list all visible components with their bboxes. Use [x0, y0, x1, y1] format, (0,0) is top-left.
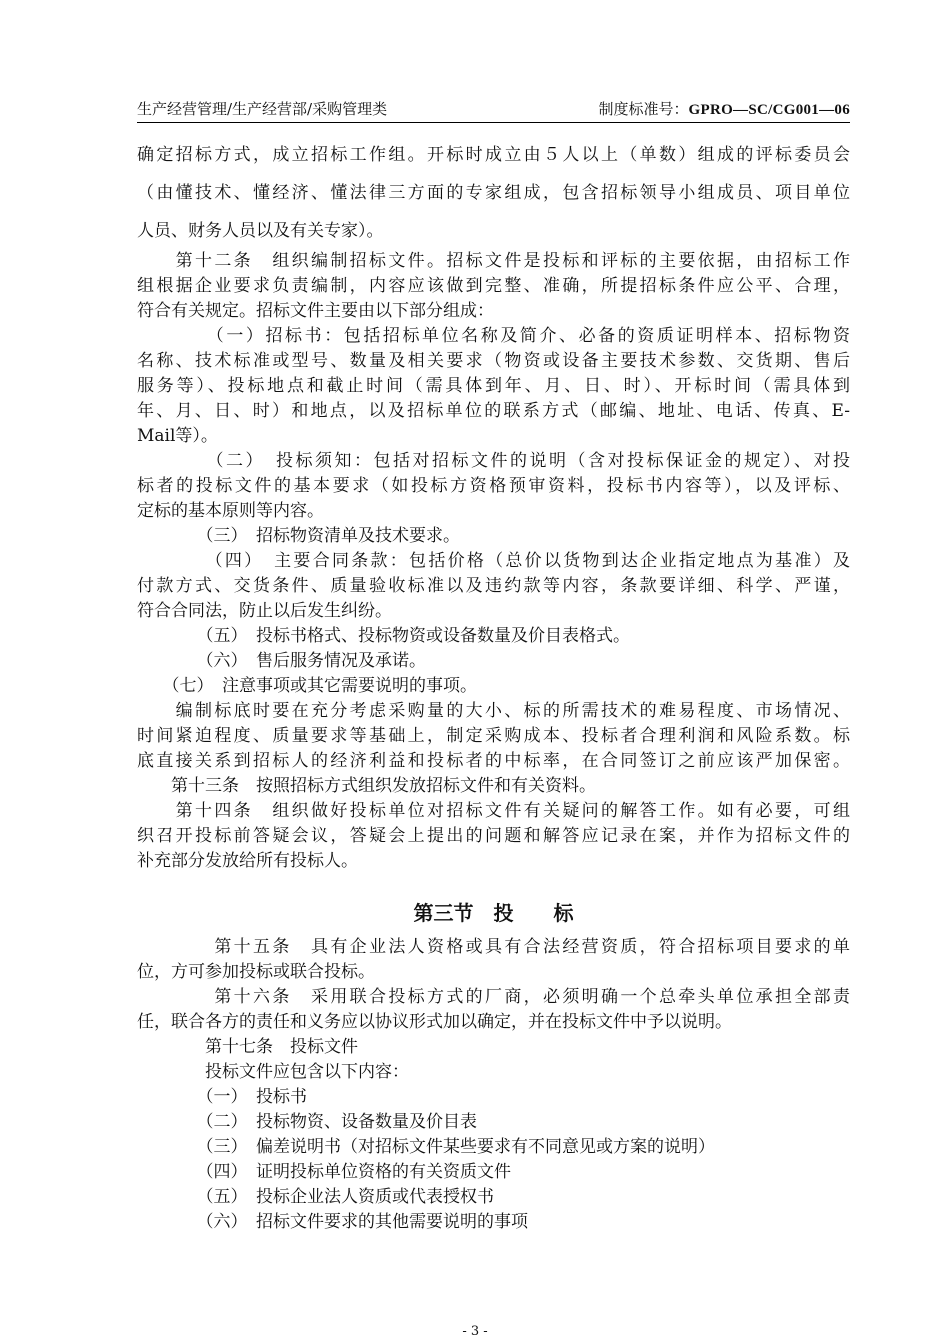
list-item: （五） 投标企业法人资质或代表授权书: [137, 1187, 494, 1207]
body-line: 织召开投标前答疑会议，答疑会上提出的问题和解答应记录在案，并作为招标文件的: [137, 826, 850, 846]
body-line: 第十五条 具有企业法人资格或具有合法经营资质，符合招标项目要求的单: [137, 937, 850, 957]
section-title: 第三节 投 标: [413, 901, 574, 925]
body-line: 第十七条 投标文件: [137, 1037, 358, 1057]
body-line: 确定招标方式，成立招标工作组。开标时成立由５人以上（单数）组成的评标委员会: [137, 145, 850, 165]
list-item: （一） 投标书: [137, 1087, 307, 1107]
body-line: （五） 投标书格式、投标物资或设备数量及价目表格式。: [137, 626, 630, 646]
body-line: （七） 注意事项或其它需要说明的事项。: [137, 676, 477, 696]
page-number: - 3 -: [462, 1324, 488, 1339]
body-line: 编制标底时要在充分考虑采购量的大小、标的所需技术的难易程度、市场情况、: [137, 701, 850, 721]
header-standard: [599, 98, 851, 119]
body-line: 任，联合各方的责任和义务应以协议形式加以确定，并在投标文件中予以说明。: [137, 1012, 732, 1032]
body-line: 位，方可参加投标或联合投标。: [137, 962, 375, 982]
body-line: 第十二条 组织编制招标文件。招标文件是投标和评标的主要依据，由招标工作: [137, 251, 850, 271]
body-line: （一）招标书：包括招标单位名称及简介、必备的资质证明样本、招标物资: [137, 326, 850, 346]
body-line: （四） 主要合同条款：包括价格（总价以货物到达企业指定地点为基准）及: [137, 551, 850, 571]
body-line: 第十六条 采用联合投标方式的厂商，必须明确一个总牵头单位承担全部责: [137, 987, 850, 1007]
list-item: （三） 偏差说明书（对招标文件某些要求有不同意见或方案的说明）: [137, 1137, 715, 1157]
standard-number: GPRO—SC/CG001—06: [688, 102, 850, 118]
body-line: 标者的投标文件的基本要求（如投标方资格预审资料，投标书内容等），以及评标、: [137, 476, 850, 496]
body-line: 第十三条 按照招标方式组织发放招标文件和有关资料。: [137, 776, 596, 796]
body-line: 底直接关系到招标人的经济利益和投标者的中标率，在合同签订之前应该严加保密。: [137, 751, 850, 771]
body-line: 人员、财务人员以及有关专家）。: [137, 221, 384, 241]
body-line: 投标文件应包含以下内容：: [137, 1062, 409, 1082]
list-item: （六） 招标文件要求的其他需要说明的事项: [137, 1212, 528, 1232]
body-line: 补充部分发放给所有投标人。: [137, 851, 358, 871]
body-line: 符合合同法，防止以后发生纠纷。: [137, 601, 392, 621]
body-line: 第十四条 组织做好投标单位对招标文件有关疑问的解答工作。如有必要，可组: [137, 801, 850, 821]
body-line: Mail等）。: [137, 426, 218, 446]
body-line: 符合有关规定。招标文件主要由以下部分组成：: [137, 301, 494, 321]
list-item: （四） 证明投标单位资格的有关资质文件: [137, 1162, 511, 1182]
standard-label: 制度标准号：: [598, 100, 689, 118]
body-line: 付款方式、交货条件、质量验收标准以及违约款等内容，条款要详细、科学、严谨，: [137, 576, 850, 596]
header-category: 生产经营管理/生产经营部/采购管理类: [137, 100, 388, 118]
body-line: （由懂技术、懂经济、懂法律三方面的专家组成，包含招标领导小组成员、项目单位: [137, 183, 850, 203]
body-line: 定标的基本原则等内容。: [137, 501, 324, 521]
body-line: 年、月、日、时）和地点，以及招标单位的联系方式（邮编、地址、电话、传真、E-: [137, 401, 850, 421]
body-line: 服务等）、投标地点和截止时间（需具体到年、月、日、时）、开标时间（需具体到: [137, 376, 850, 396]
page-header: [137, 96, 850, 123]
body-line: （三） 招标物资清单及技术要求。: [137, 526, 460, 546]
body-line: 组根据企业要求负责编制，内容应该做到完整、准确，所提招标条件应公平、合理，: [137, 276, 850, 296]
body-line: （二） 投标须知：包括对招标文件的说明（含对投标保证金的规定）、对投: [137, 451, 850, 471]
body-line: （六） 售后服务情况及承诺。: [137, 651, 426, 671]
body-line: 时间紧迫程度、质量要求等基础上，制定采购成本、投标者合理利润和风险系数。标: [137, 726, 850, 746]
body-line: 名称、技术标准或型号、数量及相关要求（物资或设备主要技术参数、交货期、售后: [137, 351, 850, 371]
list-item: （二） 投标物资、设备数量及价目表: [137, 1112, 477, 1132]
